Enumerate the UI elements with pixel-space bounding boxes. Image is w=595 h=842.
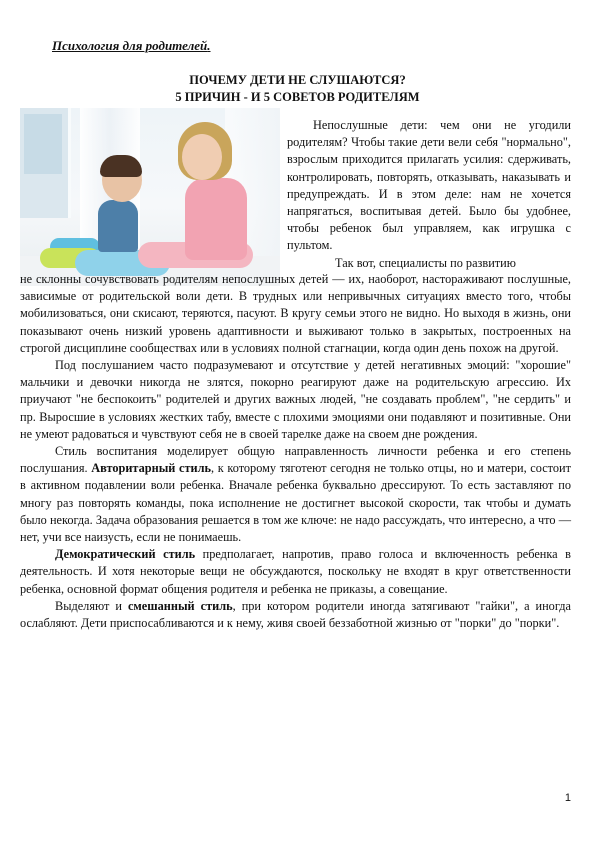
paragraph: Стиль воспитания моделирует общую направленность личности ребенка и его степень послушания. Авторитарный стиль, к которому тяготеют сегодня не только отцы, но и матери, состоит в активном подавлении воли ребенка. Вначале ребенка буквально дрессируют. То есть заставляют по многу раз повторять команды, пока исполнение не достигнет высокой скорости, так чтобы и думать было некогда. Задача образования решается в том же ключе: не надо рассуждать, что интересно, а что — нет, учи все наизусть, если не понимаешь. <box>20 444 571 545</box>
paragraph: Демократический стиль предполагает, напротив, право голоса и включенность ребенка в деятельность. И хотя некоторые вещи не обсуждаются, поскольку не входят в круг ответственности ребенка, основной формат общения родителя и ребенка не приказы, а совещание. <box>20 547 571 596</box>
paragraph: Непослушные дети: чем они не угодили родителям? Чтобы такие дети вели себя "нормально", взрослым приходится прилагать усилия: сдерживать, контролировать, повторять, отказывать, наказывать и предупреждать. И в этом деле: нам не хочется напрягаться, воспитывая детей. Было бы удобнее, чтобы ребенок был управляем, как игрушка с пультом. <box>287 118 571 253</box>
article-body <box>20 271 571 632</box>
photo-boy <box>98 200 138 252</box>
article-title-line-2: 5 ПРИЧИН - И 5 СОВЕТОВ РОДИТЕЛЯМ <box>175 90 420 104</box>
intro-text-column <box>287 117 571 272</box>
paragraph: Под послушанием часто подразумевают и отсутствие у детей негативных эмоций: "хорошие" мальчики и девочки никогда не злятся, покорно реагируют даже на родительскую агрессию. Их приучают "не беспокоить" родителей и других важных людей, "не создавать проблем", "не сердить" и пр. Выросшие в условиях жестких табу, вместе с плохими эмоциями они подавляют и позитивные. Они не умеют радоваться и чувствуют себя не в своей тарелке даже на своем дне рождения. <box>20 358 571 441</box>
mother-and-child-photo <box>20 108 280 286</box>
authoritarian-style-term: Авторитарный стиль <box>91 461 212 476</box>
photo-boy-hair <box>100 155 142 177</box>
photo-mother-head <box>182 134 222 180</box>
photo-mother <box>185 178 247 260</box>
democratic-style-term: Демократический стиль <box>55 547 196 562</box>
paragraph: не склонны сочувствовать родителям непослушных детей — их, наоборот, настораживают послушные, зависимые от родительской воли дети. В трудных или непривычных ситуациях вместо того, чтобы мобилизоваться, они скисают, теряются, пасуют. В кругу семьи этого не видно. Но выходя в жизнь, они показывают очень низкий уровень адаптивности и выживают только в закрытых, построенных на строгой дисциплине сообществах или в условиях полной стагнации, когда один день похож на другой. <box>20 272 571 355</box>
photo-window <box>20 108 71 218</box>
section-label: Психология для родителей. <box>52 38 211 53</box>
page-number: 1 <box>564 792 571 804</box>
paragraph-start: Так вот, специалисты по развитию <box>335 255 516 270</box>
mixed-style-term: смешанный стиль <box>127 598 233 613</box>
article-title-line-1: ПОЧЕМУ ДЕТИ НЕ СЛУШАЮТСЯ? <box>189 73 406 87</box>
paragraph: Выделяют и смешанный стиль, при котором родители иногда затягивают "гайки", а иногда ослабляют. Дети приспосабливаются и к нему, живя своей беззаботной жизнью от "порки" до "порки". <box>20 598 571 631</box>
